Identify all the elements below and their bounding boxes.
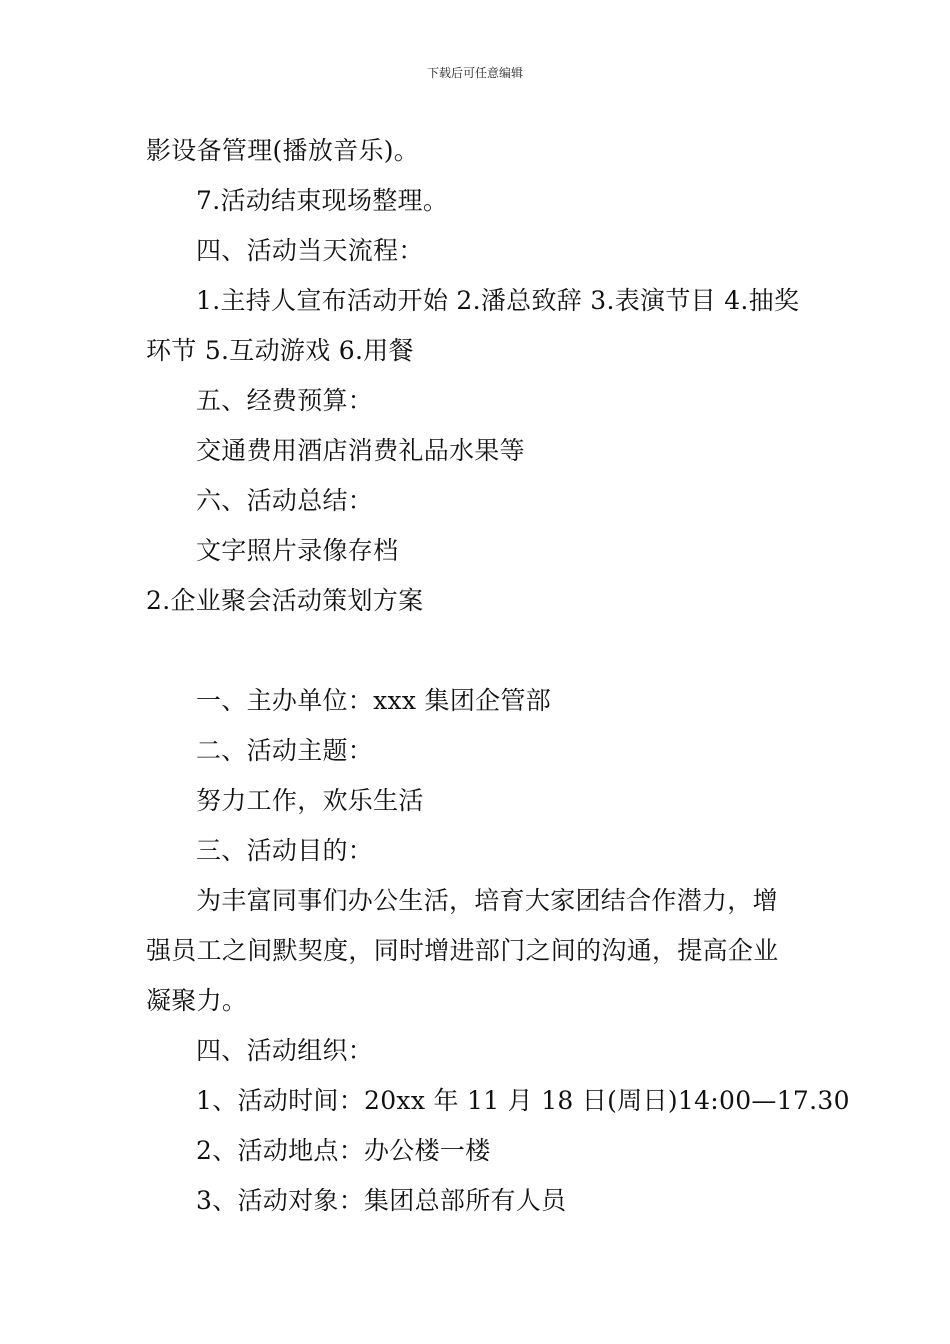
list-item: 3、活动对象：集团总部所有人员 [196, 1186, 567, 1215]
section-heading: 四、活动组织： [196, 1036, 374, 1065]
paragraph-line: 影设备管理(播放音乐)。 [146, 136, 420, 165]
section-heading: 六、活动总结： [196, 486, 374, 515]
blank-line [146, 626, 818, 676]
page-header: 下载后可任意编辑 [426, 66, 523, 80]
paragraph-line: 1.主持人宣布活动开始 2.潘总致辞 3.表演节目 4.抽奖 [196, 286, 800, 315]
list-item: 7.活动结束现场整理。 [196, 186, 449, 215]
document-title: 2.企业聚会活动策划方案 [146, 586, 424, 615]
paragraph-line: 为丰富同事们办公生活，培育大家团结合作潜力，增 [196, 886, 778, 915]
paragraph-line: 强员工之间默契度，同时增进部门之间的沟通，提高企业 [146, 936, 779, 965]
document-body [146, 126, 850, 1226]
section-heading: 二、活动主题： [196, 736, 374, 765]
paragraph-line: 凝聚力。 [146, 986, 248, 1015]
section-heading: 五、经费预算： [196, 386, 374, 415]
paragraph-line: 环节 5.互动游戏 6.用餐 [146, 336, 414, 365]
list-item: 2、活动地点：办公楼一楼 [196, 1136, 491, 1165]
section-heading: 三、活动目的： [196, 836, 374, 865]
paragraph-line: 文字照片录像存档 [196, 536, 399, 565]
paragraph-line: 交通费用酒店消费礼品水果等 [196, 436, 525, 465]
section-heading: 一、主办单位：xxx 集团企管部 [196, 686, 552, 715]
section-heading: 四、活动当天流程： [196, 236, 424, 265]
paragraph-line: 努力工作，欢乐生活 [196, 786, 424, 815]
list-item: 1、活动时间：20xx 年 11 月 18 日(周日)14:00—17.30 [196, 1086, 850, 1115]
